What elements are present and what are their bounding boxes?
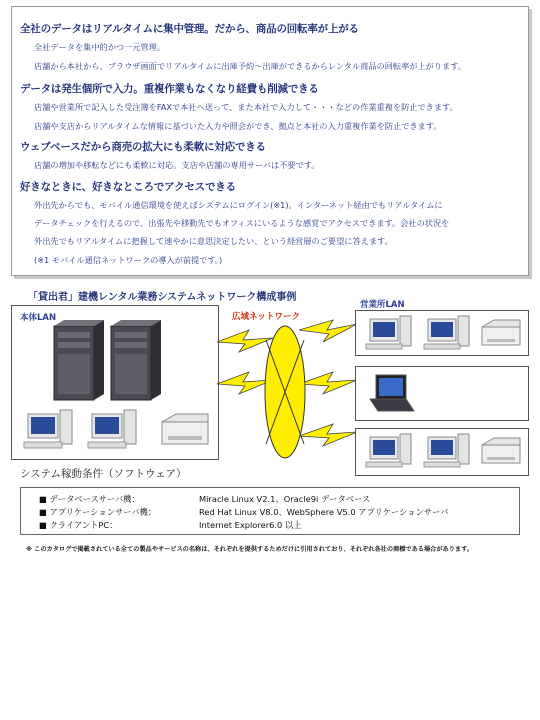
condition-label: ■ クライアントPC： bbox=[39, 520, 118, 530]
desktop-pc-icon bbox=[24, 410, 72, 448]
branch-lan-label: 営業所LAN bbox=[360, 300, 405, 310]
condition-value: Red Hat Linux V8.0、WebSphere V5.0 アプリケーションサーバ bbox=[199, 507, 449, 517]
mobile-devices bbox=[356, 367, 528, 420]
hq-lan-label: 本体LAN bbox=[20, 313, 57, 323]
server-icon bbox=[111, 320, 161, 400]
condition-row bbox=[39, 506, 449, 518]
feature-text: 店舗から本社から、ブラウザ画面でリアルタイムに出庫予約～出庫ができるからレンタル商品の回転率が上がります。 bbox=[34, 61, 466, 71]
feature-text: 外出先でもリアルタイムに把握して速やかに意思決定したい、という経営層のご要望に答えます。 bbox=[34, 236, 393, 246]
feature-text: 全社データを集中的かつ一元管理。 bbox=[34, 42, 166, 52]
condition-row bbox=[39, 519, 302, 531]
conditions-heading: システム稼動条件（ソフトウェア） bbox=[20, 468, 187, 480]
feature-text: 店舗や支店からリアルタイムな情報に基づいた入力や照会ができ、拠点と本社の入力重複作業を防止できます。 bbox=[34, 121, 442, 131]
wan-label: 広域ネットワーク bbox=[232, 312, 301, 322]
lightning-icon bbox=[217, 330, 273, 352]
printer-icon bbox=[482, 320, 520, 345]
lightning-icon bbox=[299, 372, 357, 394]
hq-lan-devices bbox=[12, 306, 218, 459]
printer-icon bbox=[482, 438, 520, 463]
condition-value: Internet Explorer6.0 以上 bbox=[199, 520, 302, 530]
feature-text: 外出先からでも、モバイル通信環境を使えばシステムにログイン(※1)。インターネット経由でもリアルタイムに bbox=[34, 200, 443, 210]
server-icon bbox=[54, 320, 104, 400]
printer-icon bbox=[162, 414, 208, 444]
feature-title: データは発生個所で入力。重複作業もなくなり経費も削減できる bbox=[20, 83, 319, 95]
condition-label: ■ アプリケーションサーバ機： bbox=[39, 507, 157, 517]
feature-text: 店舗や営業所で記入した受注簿をFAXで本社へ送って、また本社で入力して・・・などの作業重複を防止できます。 bbox=[34, 102, 458, 112]
feature-text: データチェックを行えるので、出張先や移動先でもオフィスにいるような感覚でアクセスできます。会社の状況を bbox=[34, 218, 450, 228]
feature-title: 全社のデータはリアルタイムに集中管理。だから、商品の回転率が上がる bbox=[20, 23, 359, 35]
branch-devices bbox=[356, 311, 528, 355]
wan-diagram bbox=[215, 300, 360, 460]
diagram-title: 「貸出君」建機レンタル業務システムネットワーク構成事例 bbox=[28, 292, 297, 303]
desktop-pc-icon bbox=[424, 316, 469, 349]
conditions-box bbox=[20, 487, 520, 535]
desktop-pc-icon bbox=[366, 316, 411, 349]
branch-devices bbox=[356, 429, 528, 475]
lightning-icon bbox=[299, 424, 357, 446]
desktop-pc-icon bbox=[424, 434, 469, 467]
condition-label: ■ データベースサーバ機： bbox=[39, 494, 140, 504]
branch-lan-panel bbox=[355, 310, 529, 356]
condition-value: Miracle Linux V2.1、Oracle9i データベース bbox=[199, 494, 371, 504]
feature-text: 店舗の増加や移転などにも柔軟に対応。支店や店舗の専用サーバは不要です。 bbox=[34, 160, 320, 170]
feature-title: ウェブベースだから商売の拡大にも柔軟に対応できる bbox=[20, 141, 266, 153]
desktop-pc-icon bbox=[366, 434, 411, 467]
footnote: ※ このカタログで掲載されている全ての製品やサービスの名称は、それぞれを提供するためだけに引用されており、それぞれ各社の商標である場合があります。 bbox=[26, 546, 473, 553]
desktop-pc-icon bbox=[88, 410, 136, 448]
feature-text: (※1 モバイル通信ネットワークの導入が前提です。) bbox=[34, 255, 223, 265]
hq-lan-panel bbox=[11, 305, 219, 460]
laptop-icon bbox=[370, 375, 414, 411]
condition-row bbox=[39, 493, 371, 505]
lightning-icon bbox=[299, 320, 357, 342]
feature-title: 好きなときに、好きなところでアクセスできる bbox=[20, 181, 236, 193]
feature-box bbox=[11, 6, 529, 276]
branch-lan-panel bbox=[355, 428, 529, 476]
mobile-panel bbox=[355, 366, 529, 421]
